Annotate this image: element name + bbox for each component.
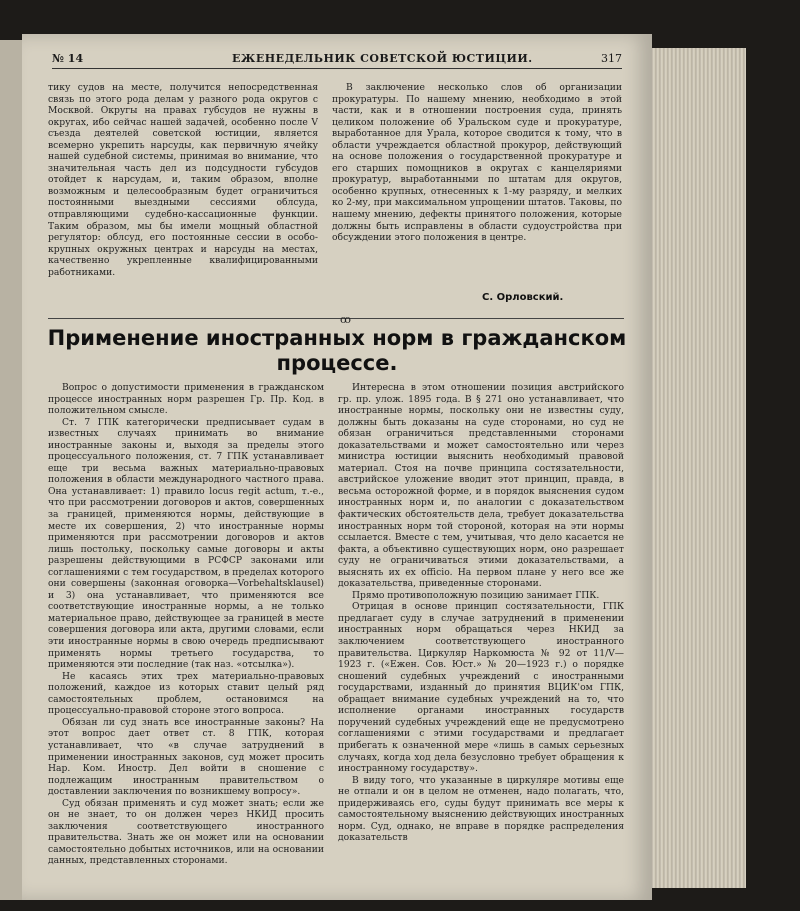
article-paragraph: Не касаясь этих трех материально-правовых положений, каждое из которых ставит целый ряд самостоятельных проблем, остановимся на процессуально-правовой стороне этого вопроса. — [48, 670, 324, 717]
prev-article-left-text: тику судов на месте, получится непосредственная связь по этого рода делам у разного рода округов с Москвой. Округы на правах губсудов не нужны в округах, ибо сейчас нашей задачей, особенно после V съезда деятелей советской юстиции, является всемерно укрепить нарсуды, как первичную ячейку нашей судебной системы, принимая во внимание, что значительная часть дел из подсудности губсудов отойдет к нарсудам, и, таким образом, вполне возможным и целесообразным будет ограничиться постоянными выездными сессиями облсуда, отправляющими судебно-кассационные функции. Таким образом, мы бы имели мощный областной регулятор: облсуд, его постоянные сессии в особо-крупных окружных центрах и нарсуды на местах, качественно укрепленные квалифицированными работниками. — [48, 82, 318, 278]
article-left-column — [48, 382, 324, 882]
book-page-stack — [640, 48, 746, 888]
page-number: 317 — [601, 52, 622, 65]
running-header — [52, 52, 622, 69]
issue-number: № 14 — [52, 52, 84, 65]
article-paragraph: Отрицая в основе принцип состязательности, ГПК предлагает суду в случае затруднений в применении иностранных норм обращаться через НКИД за заключением соответствующего иностранного правительства. Циркуляр Наркомюста № 92 от 11/V—1923 г. («Ежен. Сов. Юст.» № 20—1923 г.) о порядке сношений судебных учреждений с иностранными государствами, изданный до принятия ВЦИК'ом ГПК, обращает внимание судебных учреждений на то, что исполнение органами иностранных государств поручений судебных учреждений еще не предусмотрено соглашениями с этими государствами и предлагает прибегать к означенной мере «лишь в самых серьезных случаях, когда ход дела безусловно требует обращения к иностранному государству». — [338, 601, 624, 775]
article-paragraph: Вопрос о допустимости применения в гражданском процессе иностранных норм разрешен Гр. Пр. Код. в положительном смысле. — [48, 382, 324, 417]
section-divider — [48, 318, 624, 319]
article-right-column — [338, 382, 624, 887]
article-title-line-1: Применение иностранных норм в гражданском — [47, 326, 627, 350]
prev-article-right-column — [332, 82, 622, 278]
article-paragraph: Суд обязан применять и суд может знать; если же он не знает, то он должен через НКИД просить заключения соответствующего иностранного правительства. Знать же он может или на основании самостоятельно добытых источников, или на основании данных, представленных сторонами. — [48, 797, 324, 867]
author-signature: С. Орловский. — [482, 292, 564, 303]
journal-page — [22, 34, 652, 900]
article-paragraph: Обязан ли суд знать все иностранные законы? На этот вопрос дает ответ ст. 8 ГПК, которая устанавливает, что «в случае затруднений в применении иностранных законов, суд может просить Нар. Ком. Иностр. Дел войти в сношение с подлежащим иностранным правительством о доставлении заключения по возникшему вопросу». — [48, 716, 324, 798]
article-title — [42, 326, 632, 376]
prev-article-right-text: В заключение несколько слов об организации прокуратуры. По нашему мнению, необходимо в этой части, как и в отношении построения суда, принять целиком положение об Уральском суде и прокуратуре, выработанное для Урала, которое сводится к тому, что в области учреждается областной прокурор, действующий на основе положения о государственной прокуратуре и его старших помощников в округах с канцеляриями прокуратур, выработанными по штатам для округов, особенно крупных, отнесенных к 1-му разряду, и мелких ко 2-му, при максимальном упрощении штатов. Таковы, по нашему мнению, дефекты принятого положения, которые должны быть исправлены в области судоустройства при обсуждении этого положения в центре. — [332, 82, 622, 244]
article-title-line-2: процессе. — [276, 351, 398, 375]
prev-article-left-column — [48, 82, 318, 314]
journal-title: ЕЖЕНЕДЕЛЬНИК СОВЕТСКОЙ ЮСТИЦИИ. — [232, 52, 533, 65]
divider-ornament: ꝏ — [340, 313, 351, 326]
article-paragraph: Ст. 7 ГПК категорически предписывает судам в известных случаях принимать во внимание иностранные законы и, выходя за пределы этого процессуального положения, ст. 7 ГПК устанавливает еще три весьма важных материально-правовых положения в области международного частного права. Она устанавливает: 1) правило locus regit actum, т.-е., что при рассмотрении договоров и актов, совершенных за границей, применяются нормы, действующие в месте их совершения, 2) что иностранные нормы применяются при рассмотрении договоров и актов лишь постольку, поскольку самые договоры и акты разрешены действующими в РСФСР законами или соглашениями с тем государством, в пределах которого они совершены (законная оговорка—Vorbehaltsklausel) и 3) она устанавливает, что применяются все соответствующие иностранные нормы, а не только материальное право, действующее за границей в месте совершения договора или акта, другими словами, если эти иностранные нормы в свою очередь предписывают применять нормы третьего государства, то применяются эти последние (так наз. «отсылка»). — [48, 416, 324, 671]
previous-page-edge — [0, 40, 24, 900]
article-paragraph: В виду того, что указанные в циркуляре мотивы еще не отпали и он в целом не отменен, надо полагать, что, придерживаясь его, суды будут принимать все меры к самостоятельному выяснению действующих иностранных норм. Суд, однако, не вправе в порядке распределения доказательств — [338, 774, 624, 844]
article-paragraph: Интересна в этом отношении позиция австрийского гр. пр. улож. 1895 года. В § 271 оно устанавливает, что иностранные нормы, поскольку они не известны суду, должны быть доказаны на суде сторонами, но суд не обязан ограничиться представленными сторонами доказательствами и может самостоятельно или через министра юстиции выяснить необходимый правовой материал. Стоя на почве принципа состязательности, австрийское уложение вводит этот принцип, правда, в весьма осторожной форме, и в порядок выяснения судом иностранных норм и, по аналогии с доказательством фактических обстоятельств дела, требует доказательства иностранных норм той стороной, которая на эти нормы ссылается. Вместе с тем, учитывая, что дело касается не факта, а объективно существующих норм, оно разрешает суду не ограничиваться этими доказательствами, а выяснять их ex officio. На первом плане у него все же доказательства, приведенные сторонами. — [338, 382, 624, 590]
article-paragraph: Прямо противоположную позицию занимает ГПК. — [352, 589, 600, 601]
